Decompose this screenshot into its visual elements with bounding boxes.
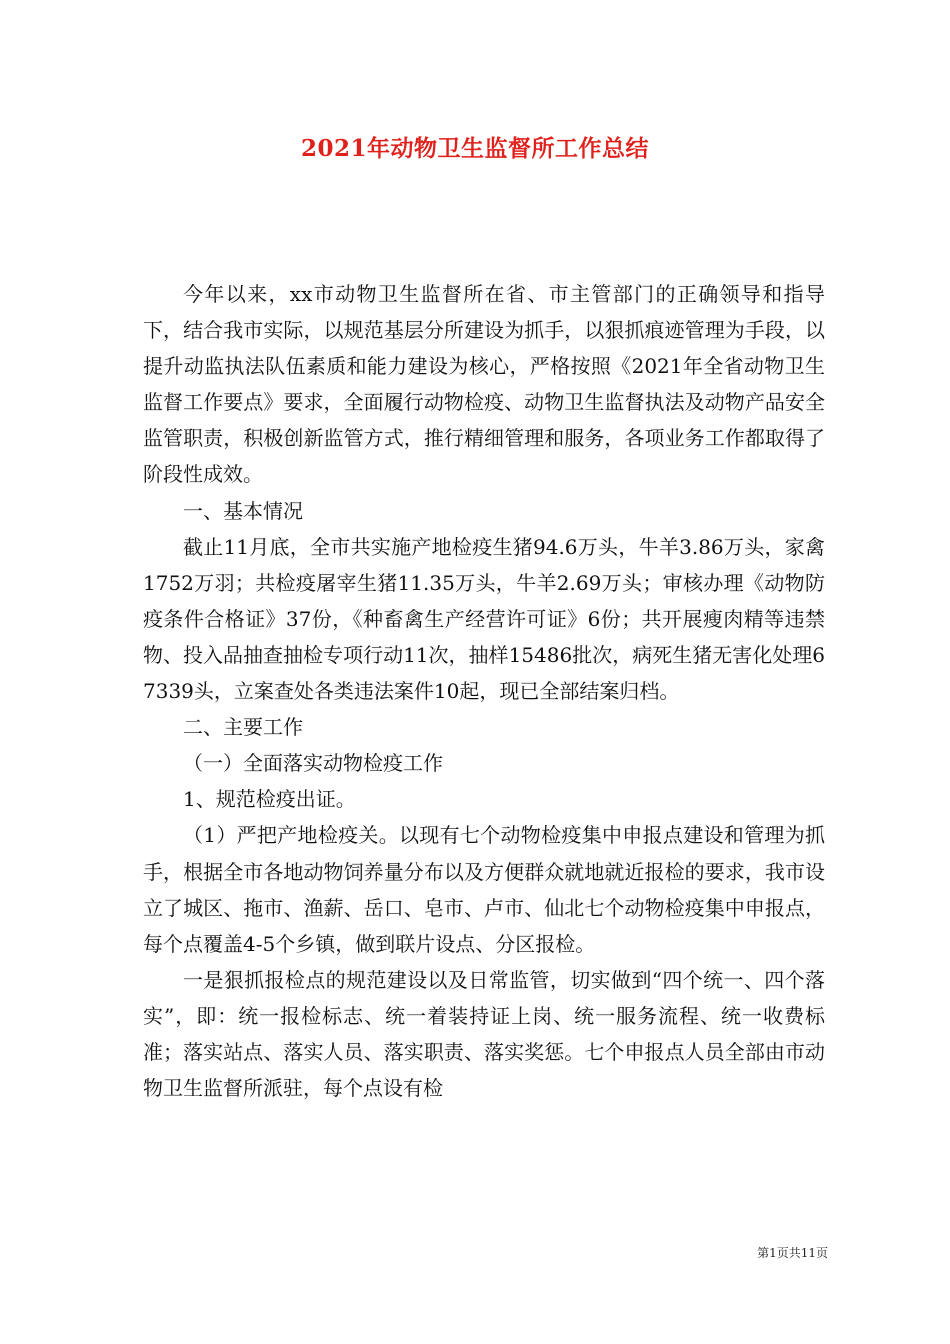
subheading-quarantine: （一）全面落实动物检疫工作 <box>183 751 443 776</box>
paragraph-basic-situation: 截止11月底，全市共实施产地检疫生猪94.6万头，牛羊3.86万头，家禽1752万羽；共检疫屠宰生猪11.35万头，牛羊2.69万头；审核办理《动物防疫条件合格证》37份，《种畜禽生产经营许可证》6份；共开展瘦肉精等违禁物、投入品抽查抽检专项行动11次，抽样15486批次，病死生猪无害化处理67339头，立案查处各类违法案件10起，现已全部结案归档。 <box>143 534 825 704</box>
paragraph-reporting-points: 一是狠抓报检点的规范建设以及日常监管，切实做到“四个统一、四个落实”，即：统一报检标志、统一着装持证上岗、统一服务流程、统一收费标准；落实站点、落实人员、落实职责、落实奖惩。七个申报点人员全部由市动物卫生监督所派驻，每个点设有检 <box>143 967 825 1101</box>
page-number: 第1页共11页 <box>757 1246 828 1260</box>
paragraph-intro: 今年以来，xx市动物卫生监督所在省、市主管部门的正确领导和指导下，结合我市实际，以规范基层分所建设为抓手，以狠抓痕迹管理为手段，以提升动监执法队伍素质和能力建设为核心，严格按照《2021年全省动物卫生监督工作要点》要求，全面履行动物检疫、动物卫生监督执法及动物产品安全监管职责，积极创新监管方式，推行精细管理和服务，各项业务工作都取得了阶段性成效。 <box>143 282 825 487</box>
heading-basic-situation: 一、基本情况 <box>183 498 303 523</box>
document-body <box>143 276 825 1106</box>
document-title: 2021年动物卫生监督所工作总结 <box>300 135 649 162</box>
subheading-certificate: 1、规范检疫出证。 <box>183 787 356 812</box>
heading-main-work: 二、主要工作 <box>183 715 303 740</box>
paragraph-origin-quarantine: （1）严把产地检疫关。以现有七个动物检疫集中申报点建设和管理为抓手，根据全市各地动物饲养量分布以及方便群众就地就近报检的要求，我市设立了城区、拖市、渔薪、岳口、皂市、卢市、仙北七个动物检疫集中申报点，每个点覆盖4-5个乡镇，做到联片设点、分区报检。 <box>143 823 825 956</box>
